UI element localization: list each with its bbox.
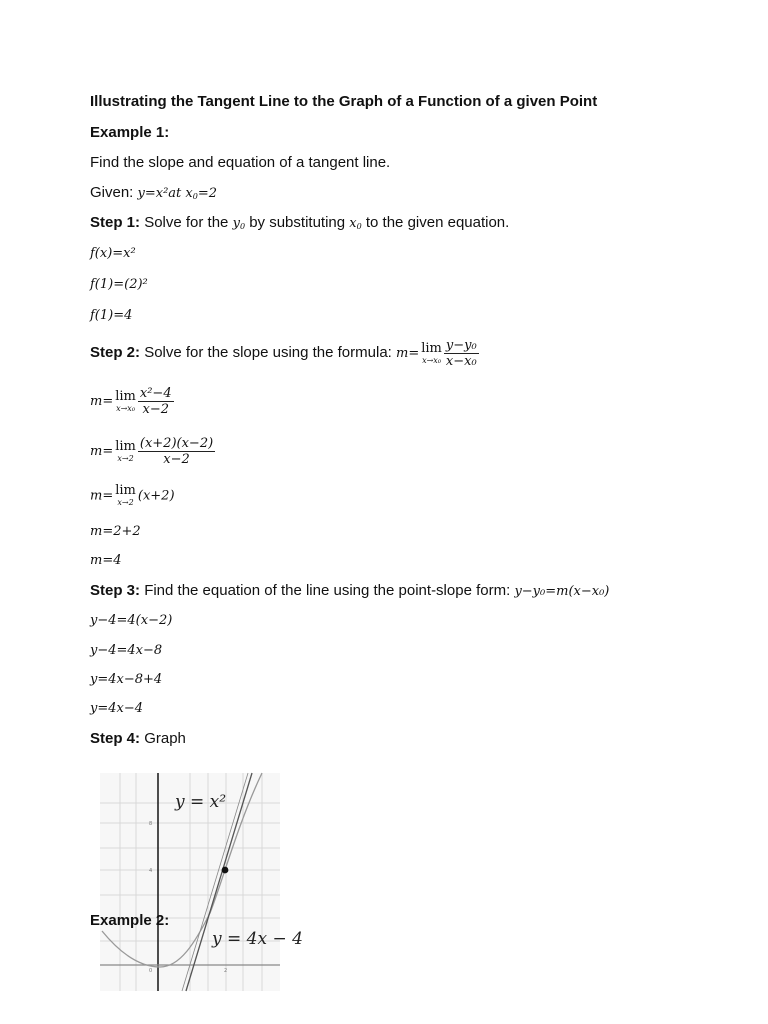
m-line-2: m= lim x→2 $\frac{(x+2)(x-2)}{x-2}$ (90, 436, 214, 467)
m-line-1: m= lim x→x₀ $\frac{\text{x²−4}}{x-2}$ (90, 386, 172, 417)
line-label: y = 4x − 4 (212, 929, 303, 949)
step-3-line (90, 582, 609, 601)
y-line-1: y−4=4(x−2) (90, 613, 173, 628)
intro-text: Find the slope and equation of a tangent line. (90, 154, 391, 171)
given-equation: y=x²at $x_0=2$ (137, 186, 218, 201)
step-1-text-c: to the given equation. (365, 214, 510, 231)
step-3-label: Step 3: (90, 582, 141, 599)
step-3-text: Find the equation of the line using the point-slope form: (144, 582, 511, 599)
step-1-label: Step 1: (90, 214, 141, 231)
y-line-2: y−4=4x−8 (90, 643, 163, 658)
step-1-text-a: Solve for the (144, 214, 229, 231)
step-2-text: Solve for the slope using the formula: (144, 344, 392, 361)
point-slope-formula: y−y₀=m(x−x₀) (514, 584, 610, 599)
given-line (90, 184, 217, 206)
f-line-2: f(1)=(2)² (90, 277, 148, 292)
step-1-text-b: by substituting (249, 214, 346, 231)
example-1-heading: Example 1: (90, 124, 170, 141)
example-2-heading: Example 2: (90, 912, 170, 929)
curve-label: y = x² (175, 792, 227, 812)
m-line-4: m=2+2 (90, 524, 141, 539)
m-line-5: m=4 (90, 553, 122, 568)
y-line-4: y=4x−4 (90, 701, 144, 716)
tick-label-4: 4 (149, 868, 153, 874)
step-1-var-y0: $y_0$ (232, 216, 246, 231)
m-line-3: m= lim x→2 (x+2) (90, 483, 175, 507)
step-1-var-x0: $x_0$ (349, 216, 362, 231)
step-2-label: Step 2: (90, 344, 141, 361)
step-2-line (90, 338, 479, 369)
step-4-text: Graph (144, 730, 186, 747)
given-label: Given: (90, 184, 134, 201)
tangent-line-graph (100, 773, 303, 991)
y-line-3: y=4x−8+4 (90, 672, 163, 687)
document-title: Illustrating the Tangent Line to the Graph of a Function of a given Point (90, 93, 598, 110)
tick-label-2: 2 (224, 968, 228, 974)
f-line-3: f(1)=4 (90, 308, 133, 323)
tangent-point (222, 867, 229, 874)
tick-label-8: 8 (149, 821, 153, 827)
f-line-1: f(x)=x² (90, 246, 136, 261)
step-4-line (90, 730, 186, 748)
step-4-label: Step 4: (90, 730, 141, 747)
step-1-line (90, 214, 509, 236)
step-2-formula: m= lim x→x₀ $\frac{\text{y−y₀}}{\text{x−x₀}}$ (396, 338, 477, 369)
tick-label-0: 0 (149, 968, 153, 974)
